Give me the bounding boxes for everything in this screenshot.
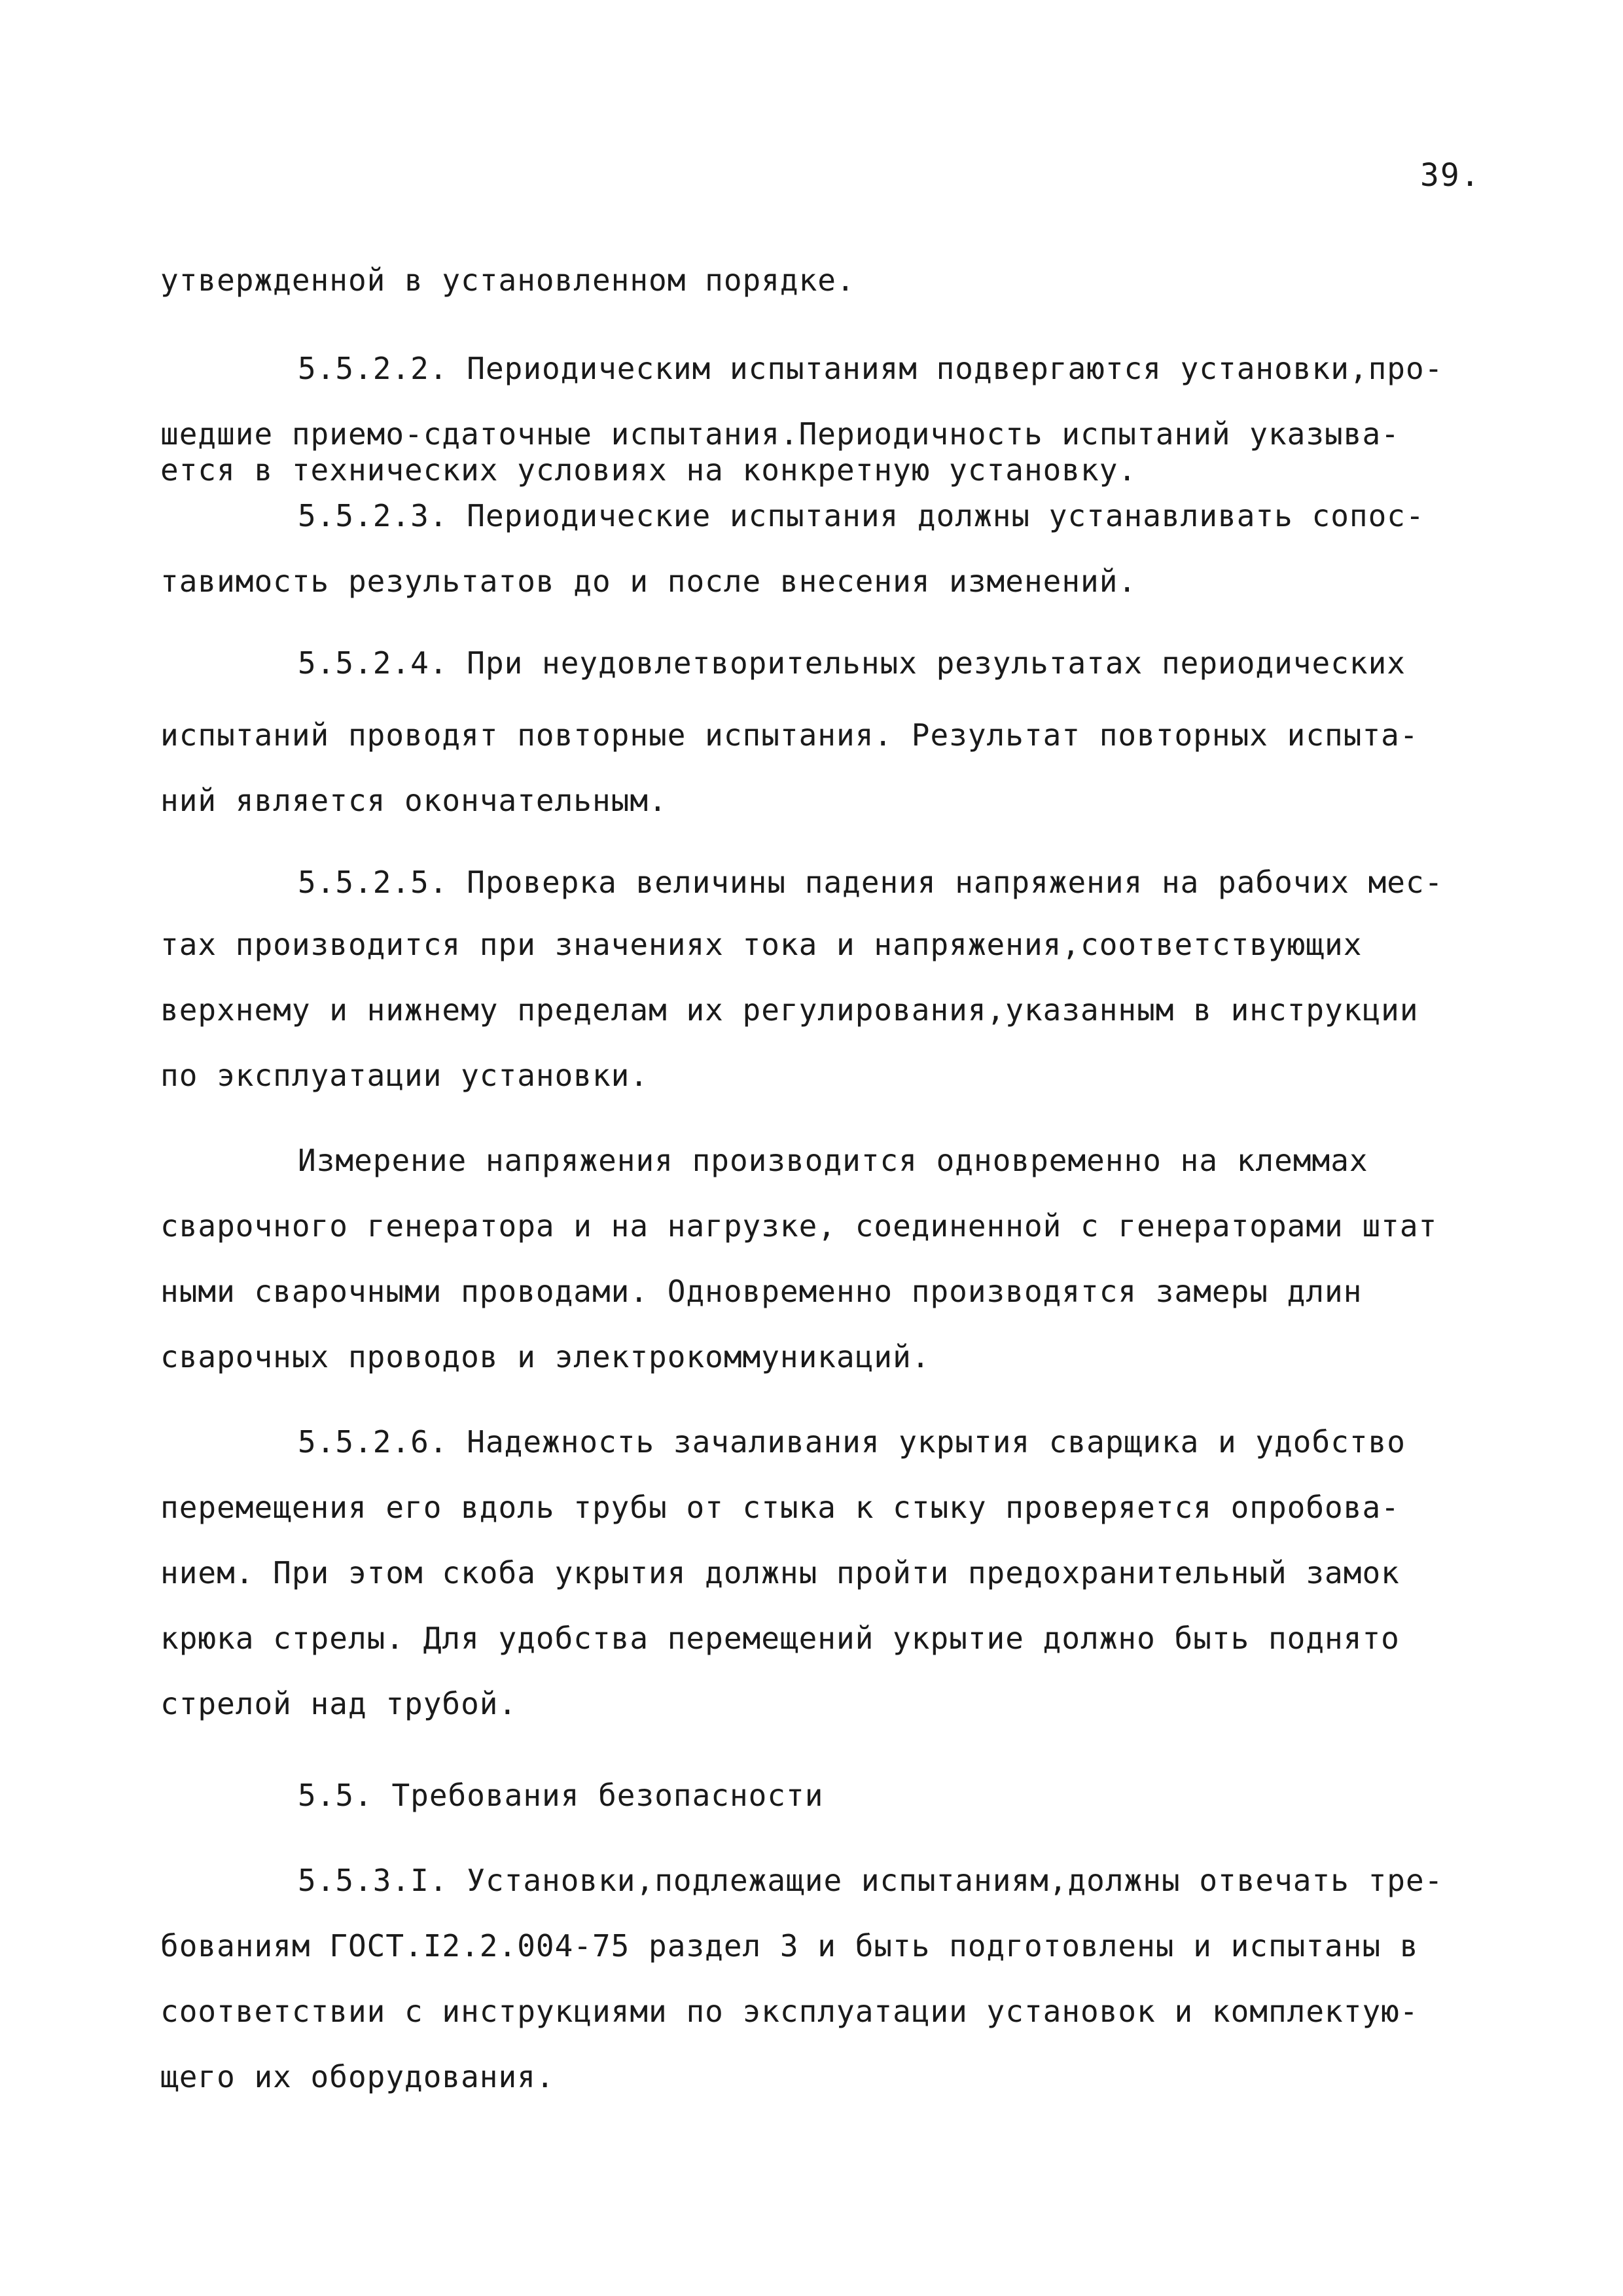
text-line: верхнему и нижнему пределам их регулирования,указанным в инструкции [160, 992, 1419, 1028]
paragraph-5-5-2-3: 5.5.2.3. Периодические испытания должны устанавливать сопос- [298, 498, 1425, 533]
section-heading-safety: 5.5. Требования безопасности [298, 1778, 824, 1813]
paragraph-measurement: Измерение напряжения производится одновременно на клеммах [298, 1143, 1368, 1178]
text-line: нием. При этом скоба укрытия должны пройти предохранительный замок [160, 1555, 1400, 1590]
text-line: соответствии с инструкциями по эксплуатации установок и комплектую- [160, 1994, 1419, 2029]
text-line: щего их оборудования. [160, 2059, 555, 2094]
text-line: утвержденной в установленном порядке. [160, 262, 855, 298]
paragraph-5-5-3-1: 5.5.3.I. Установки,подлежащие испытаниям,должны отвечать тре- [298, 1863, 1444, 1898]
text-line: тах производится при значениях тока и напряжения,соответствующих [160, 927, 1363, 962]
text-line: перемещения его вдоль трубы от стыка к стыку проверяется опробова- [160, 1490, 1400, 1525]
text-line: шедшие приемо-сдаточные испытания.Периодичность испытаний указыва- [160, 416, 1400, 452]
text-line: сварочного генератора и на нагрузке, соединенной с генераторами штат [160, 1208, 1438, 1244]
page-number: 39. [1420, 157, 1481, 194]
text-line: ными сварочными проводами. Одновременно производятся замеры длин [160, 1274, 1363, 1309]
paragraph-5-5-2-5: 5.5.2.5. Проверка величины падения напряжения на рабочих мес- [298, 865, 1444, 900]
text-line: испытаний проводят повторные испытания. Результат повторных испыта- [160, 717, 1419, 753]
text-line: по эксплуатации установки. [160, 1058, 649, 1093]
text-line: крюка стрелы. Для удобства перемещений укрытие должно быть поднято [160, 1621, 1400, 1656]
text-line: ется в технических условиях на конкретную установку. [160, 452, 1137, 488]
text-line: стрелой над трубой. [160, 1686, 518, 1721]
paragraph-5-5-2-6: 5.5.2.6. Надежность зачаливания укрытия сварщика и удобство [298, 1424, 1406, 1460]
text-line: тавимость результатов до и после внесения изменений. [160, 564, 1137, 599]
text-line: сварочных проводов и электрокоммуникаций. [160, 1339, 931, 1374]
paragraph-5-5-2-4: 5.5.2.4. При неудовлетворительных результатах периодических [298, 645, 1406, 681]
paragraph-5-5-2-2: 5.5.2.2. Периодическим испытаниям подвергаются установки,про- [298, 351, 1444, 386]
text-line: ний является окончательным. [160, 783, 668, 818]
text-line: бованиям ГОСТ.I2.2.004-75 раздел 3 и быть подготовлены и испытаны в [160, 1928, 1419, 1964]
